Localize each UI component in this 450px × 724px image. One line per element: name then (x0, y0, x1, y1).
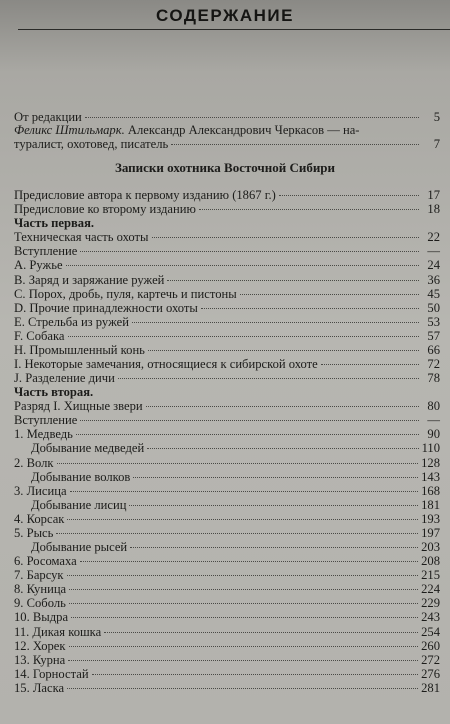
toc-entry (14, 188, 440, 202)
dot-leader (240, 294, 419, 295)
toc-page-number: 197 (421, 525, 440, 540)
toc-entry-text: 11. Дикая кошка (14, 624, 102, 639)
dot-leader (67, 575, 419, 576)
toc-entry (31, 498, 440, 512)
toc-entry (31, 441, 440, 455)
toc-page-number: 203 (421, 540, 440, 554)
page-title: СОДЕРЖАНИЕ (156, 6, 294, 25)
toc-page-number: 128 (421, 455, 440, 470)
toc-entry (14, 244, 440, 258)
toc-entry-text: B. Заряд и заряжание ружей (14, 272, 165, 287)
toc-entry (14, 273, 440, 287)
toc-entry (14, 315, 440, 329)
toc-entry-text: Часть первая. (14, 216, 95, 231)
dot-leader (133, 477, 418, 478)
toc-page-number: 168 (421, 483, 440, 498)
dot-leader (76, 434, 419, 435)
toc-entry (14, 681, 440, 695)
toc-page-number: 208 (421, 554, 440, 569)
toc-entry-text: От редакции (14, 110, 82, 124)
dot-leader (132, 322, 419, 323)
toc-entry-text: Александр Александрович Черкасов — на- (127, 123, 360, 137)
toc-page-number: 276 (421, 666, 440, 681)
author-name: Феликс Штильмарк. (14, 123, 125, 137)
toc-entry (31, 540, 440, 554)
toc-entry-text: 14. Горностай (14, 666, 89, 681)
toc-entry (14, 385, 440, 399)
toc-entry-text: Вступление (14, 244, 78, 259)
toc-entry-text: Добывание лисиц (31, 497, 127, 512)
toc-entry-text: 9. Соболь (14, 596, 66, 611)
dot-leader (130, 547, 418, 548)
toc-entry (14, 596, 440, 610)
dot-leader (199, 209, 419, 210)
toc-entry (14, 230, 440, 244)
toc-entry-text: 15. Ласка (14, 680, 65, 695)
toc-entry-text: I. Некоторые замечания, относящиеся к сибирской охоте (14, 357, 318, 371)
toc-page-number: 66 (427, 342, 440, 357)
toc-page-number: 45 (427, 286, 440, 301)
toc-page-number: 224 (421, 582, 440, 597)
toc-entry-text: туралист, охотовед, писатель (14, 137, 169, 151)
dot-leader (118, 378, 419, 379)
toc-entry (14, 554, 440, 568)
toc-entry (14, 653, 440, 667)
toc-page-number: 272 (421, 652, 440, 667)
toc-page-number: 22 (427, 230, 440, 245)
toc-entry-text: Разряд I. Хищные звери (14, 399, 143, 414)
dot-leader (67, 519, 418, 520)
dot-leader (104, 632, 418, 633)
toc-page-number: 5 (433, 110, 440, 124)
dot-leader (321, 364, 419, 365)
toc-entry-text: Техническая часть охоты (14, 230, 149, 245)
toc-page-number: 215 (421, 568, 440, 583)
toc-entry (14, 625, 440, 639)
toc-entry (14, 639, 440, 653)
toc-entry-text: Добывание рысей (31, 540, 128, 554)
toc-entry (14, 216, 440, 230)
toc-page-number: 281 (421, 680, 440, 695)
toc-page-number: 72 (427, 357, 440, 371)
toc-entry (14, 456, 440, 470)
toc-entry-text: 6. Росомаха (14, 554, 77, 569)
dot-leader (80, 420, 419, 421)
toc-entry-text: C. Порох, дробь, пуля, картечь и пистоны (14, 286, 237, 301)
dot-leader (68, 660, 418, 661)
toc-page-number: 17 (427, 188, 440, 202)
toc-entry (14, 357, 440, 371)
dot-leader (56, 533, 418, 534)
toc-entry (14, 258, 440, 272)
toc-entry-text: 2. Волк (14, 455, 54, 470)
toc-entry-essay-line2 (14, 137, 440, 151)
toc-entry-text: Добывание медведей (31, 441, 145, 456)
toc-entry-essay-line1 (14, 123, 359, 137)
toc-page-number: 24 (427, 258, 440, 273)
dot-leader (146, 406, 419, 407)
toc-entry-text: D. Прочие принадлежности охоты (14, 300, 198, 315)
dot-leader (148, 350, 419, 351)
toc-entry-text: 5. Рысь (14, 525, 54, 540)
toc-page-number: 80 (427, 399, 440, 414)
toc-entry (14, 413, 440, 427)
toc-entry-text: F. Собака (14, 328, 65, 343)
toc-entry (14, 329, 440, 343)
toc-page-number: 143 (421, 469, 440, 484)
toc-page-number: 50 (427, 300, 440, 315)
toc-entry (14, 484, 440, 498)
dot-leader (92, 674, 419, 675)
toc-entry-text: 3. Лисица (14, 483, 67, 498)
toc-entry-text: 7. Барсук (14, 568, 64, 583)
dot-leader (66, 265, 419, 266)
dot-leader (85, 117, 419, 118)
toc-entry-text: 13. Курна (14, 652, 66, 667)
dot-leader (171, 144, 419, 145)
dot-leader (67, 688, 418, 689)
dot-leader (167, 280, 419, 281)
toc-page-number: 78 (427, 371, 440, 385)
dot-leader (129, 505, 418, 506)
toc-entry (14, 287, 440, 301)
dot-leader (152, 237, 419, 238)
toc-entry-text: Предисловие ко второму изданию (14, 202, 196, 217)
dot-leader (69, 603, 418, 604)
toc-entry-editorial (14, 110, 440, 124)
toc-entry (14, 582, 440, 596)
toc-page-number: 36 (427, 272, 440, 287)
toc-page-number: 7 (433, 137, 440, 151)
toc-page-number: — (427, 244, 440, 259)
dot-leader (68, 336, 419, 337)
toc-entry-text: Вступление (14, 413, 78, 428)
toc-entry-text: Предисловие автора к первому изданию (1867 г.) (14, 188, 276, 202)
toc-entry (31, 470, 440, 484)
dot-leader (147, 448, 418, 449)
toc-entry-text: Добывание волков (31, 469, 131, 484)
toc-entry-text: 8. Куница (14, 582, 67, 597)
dot-leader (71, 617, 418, 618)
toc-page-number: 254 (421, 624, 440, 639)
toc-entry (14, 526, 440, 540)
toc-entry-text: H. Промышленный конь (14, 342, 145, 357)
toc-entry (14, 301, 440, 315)
toc-entry-text: E. Стрельба из ружей (14, 314, 129, 329)
dot-leader (70, 491, 419, 492)
toc-entry-text: Часть вторая. (14, 385, 94, 400)
toc-entry (14, 667, 440, 681)
toc-entry-text: A. Ружье (14, 258, 63, 273)
toc-page-number: 193 (421, 511, 440, 526)
title-rule (18, 29, 450, 30)
toc-entry-text: 10. Выдра (14, 610, 69, 625)
toc-entry (14, 371, 440, 385)
toc-entry-text: 12. Хорек (14, 638, 66, 653)
toc-page-number: 181 (421, 497, 440, 512)
dot-leader (279, 195, 419, 196)
dot-leader (69, 589, 418, 590)
toc-entry (14, 399, 440, 413)
toc-entry (14, 427, 440, 441)
toc-entry (14, 610, 440, 624)
dot-leader (57, 463, 419, 464)
toc-page-number: 260 (421, 638, 440, 653)
toc-page-number: — (427, 413, 440, 428)
toc-page-number: 229 (421, 596, 440, 611)
toc-entry (14, 568, 440, 582)
toc-entry-text: J. Разделение дичи (14, 371, 115, 385)
toc-entry-text: 4. Корсак (14, 511, 65, 526)
toc-entry-text: 1. Медведь (14, 427, 73, 442)
toc-page-number: 18 (427, 202, 440, 217)
toc-entry (14, 512, 440, 526)
toc-page-number: 90 (427, 427, 440, 442)
toc-page-number: 243 (421, 610, 440, 625)
toc-page-number: 110 (421, 441, 440, 456)
section-heading: Записки охотника Восточной Сибири (114, 160, 336, 175)
toc-entry (14, 343, 440, 357)
dot-leader (80, 561, 418, 562)
toc-entry (14, 202, 440, 216)
dot-leader (69, 646, 419, 647)
dot-leader (80, 251, 419, 252)
toc-page-number: 53 (427, 314, 440, 329)
dot-leader (201, 308, 419, 309)
toc-page-number: 57 (427, 328, 440, 343)
